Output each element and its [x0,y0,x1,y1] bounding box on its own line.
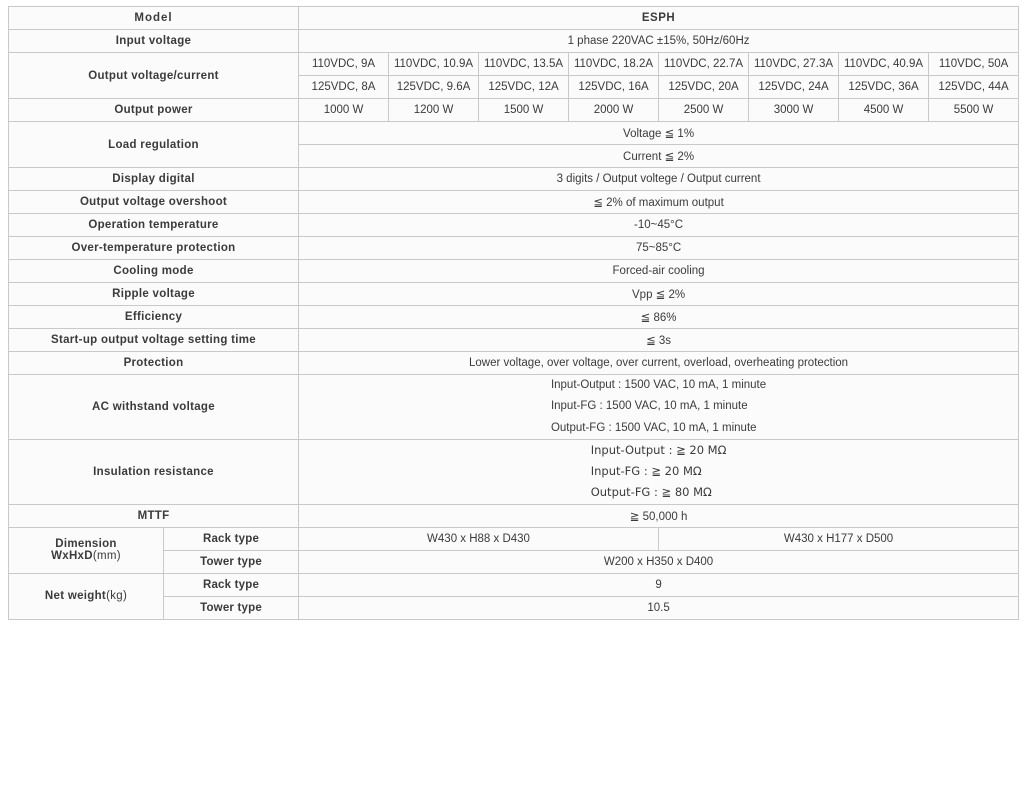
cooling-mode-label: Cooling mode [9,260,299,283]
net-weight-label-unit: (kg) [106,590,128,603]
output-vc-1-7: 110VDC, 40.9A [839,53,929,76]
output-voltage-current-label: Output voltage/current [9,53,299,99]
output-vc-2-2: 125VDC, 9.6A [389,76,479,99]
table-row-output-vc-1 [9,53,1019,76]
load-regulation-current: Current ≦ 2% [299,145,1019,168]
output-power-label: Output power [9,99,299,122]
table-row-model [9,7,1019,30]
dimension-rack-label: Rack type [164,527,299,550]
operation-temperature-label: Operation temperature [9,214,299,237]
mttf-value: ≧ 50,000 h [299,504,1019,527]
over-temperature-protection-label: Over-temperature protection [9,237,299,260]
ac-withstand-line-1: Input-Output : 1500 VAC, 10 mA, 1 minute [550,379,767,391]
output-vc-2-3: 125VDC, 12A [479,76,569,99]
table-row-display-digital [9,168,1019,191]
display-digital-label: Display digital [9,168,299,191]
insulation-line-1: Input-Output : ≧ 20 MΩ [590,442,727,457]
insulation-line-2: Input-FG : ≧ 20 MΩ [590,464,702,479]
table-row-efficiency [9,306,1019,329]
dimension-rack-value-right: W430 x H177 x D500 [659,527,1019,550]
net-weight-label [9,573,164,619]
output-vc-2-5: 125VDC, 20A [659,76,749,99]
mttf-label: MTTF [9,504,299,527]
ac-withstand-line-3: Output-FG : 1500 VAC, 10 mA, 1 minute [550,421,757,434]
dimension-label-line-1: Dimension [55,538,117,551]
net-weight-tower-label: Tower type [164,596,299,619]
load-regulation-voltage: Voltage ≦ 1% [299,122,1019,145]
dimension-label-wxhxd: WxHxD [51,550,93,563]
ripple-voltage-value: Vpp ≦ 2% [299,283,1019,306]
table-row-dimension-rack [9,527,1019,550]
net-weight-tower-value: 10.5 [299,596,1019,619]
output-vc-1-1: 110VDC, 9A [299,53,389,76]
table-row-load-regulation-1 [9,122,1019,145]
table-row-ripple-voltage [9,283,1019,306]
efficiency-value: ≦ 86% [299,306,1019,329]
output-power-8: 5500 W [929,99,1019,122]
input-voltage-label: Input voltage [9,30,299,53]
model-value: ESPH [299,7,1019,30]
load-regulation-label: Load regulation [9,122,299,168]
table-row-net-weight-rack [9,573,1019,596]
table-row-operation-temperature [9,214,1019,237]
output-power-4: 2000 W [569,99,659,122]
output-vc-2-8: 125VDC, 44A [929,76,1019,99]
ac-withstand-value [299,375,1019,440]
dimension-label-unit: (mm) [92,550,121,563]
table-row-over-temperature-protection [9,237,1019,260]
output-vc-1-3: 110VDC, 13.5A [479,53,569,76]
startup-time-value: ≦ 3s [299,329,1019,352]
output-vc-2-1: 125VDC, 8A [299,76,389,99]
table-row-insulation [9,439,1019,504]
table-row-ac-withstand [9,375,1019,440]
output-vc-2-7: 125VDC, 36A [839,76,929,99]
operation-temperature-value: -10~45°C [299,214,1019,237]
output-power-1: 1000 W [299,99,389,122]
table-row-mttf [9,504,1019,527]
output-power-7: 4500 W [839,99,929,122]
cooling-mode-value: Forced-air cooling [299,260,1019,283]
output-vc-2-6: 125VDC, 24A [749,76,839,99]
table-row-startup-time [9,329,1019,352]
output-vc-1-6: 110VDC, 27.3A [749,53,839,76]
protection-value: Lower voltage, over voltage, over current, overload, overheating protection [299,352,1019,375]
output-power-5: 2500 W [659,99,749,122]
net-weight-rack-value: 9 [299,573,1019,596]
specification-table [8,6,1019,620]
table-row-protection [9,352,1019,375]
insulation-line-3: Output-FG : ≧ 80 MΩ [590,485,712,500]
table-row-overshoot [9,191,1019,214]
input-voltage-value: 1 phase 220VAC ±15%, 50Hz/60Hz [299,30,1019,53]
dimension-rack-value-left: W430 x H88 x D430 [299,527,659,550]
ripple-voltage-label: Ripple voltage [9,283,299,306]
output-vc-2-4: 125VDC, 16A [569,76,659,99]
dimension-tower-label: Tower type [164,550,299,573]
output-vc-1-8: 110VDC, 50A [929,53,1019,76]
net-weight-label-text: Net weight [44,590,107,603]
dimension-tower-value: W200 x H350 x D400 [299,550,1019,573]
insulation-value [299,439,1019,504]
output-vc-1-5: 110VDC, 22.7A [659,53,749,76]
insulation-label: Insulation resistance [9,439,299,504]
table-row-output-power [9,99,1019,122]
ac-withstand-line-2: Input-FG : 1500 VAC, 10 mA, 1 minute [550,400,748,413]
protection-label: Protection [9,352,299,375]
table-row-input-voltage [9,30,1019,53]
output-power-6: 3000 W [749,99,839,122]
table-row-cooling-mode [9,260,1019,283]
efficiency-label: Efficiency [9,306,299,329]
net-weight-rack-label: Rack type [164,573,299,596]
startup-time-label: Start-up output voltage setting time [9,329,299,352]
dimension-label-line-2 [9,550,163,562]
overshoot-value: ≦ 2% of maximum output [299,191,1019,214]
dimension-label [9,527,164,573]
output-vc-1-2: 110VDC, 10.9A [389,53,479,76]
output-power-2: 1200 W [389,99,479,122]
output-vc-1-4: 110VDC, 18.2A [569,53,659,76]
model-label: Model [9,7,299,30]
overshoot-label: Output voltage overshoot [9,191,299,214]
over-temperature-protection-value: 75~85°C [299,237,1019,260]
ac-withstand-label: AC withstand voltage [9,375,299,440]
output-power-3: 1500 W [479,99,569,122]
display-digital-value: 3 digits / Output voltege / Output current [299,168,1019,191]
